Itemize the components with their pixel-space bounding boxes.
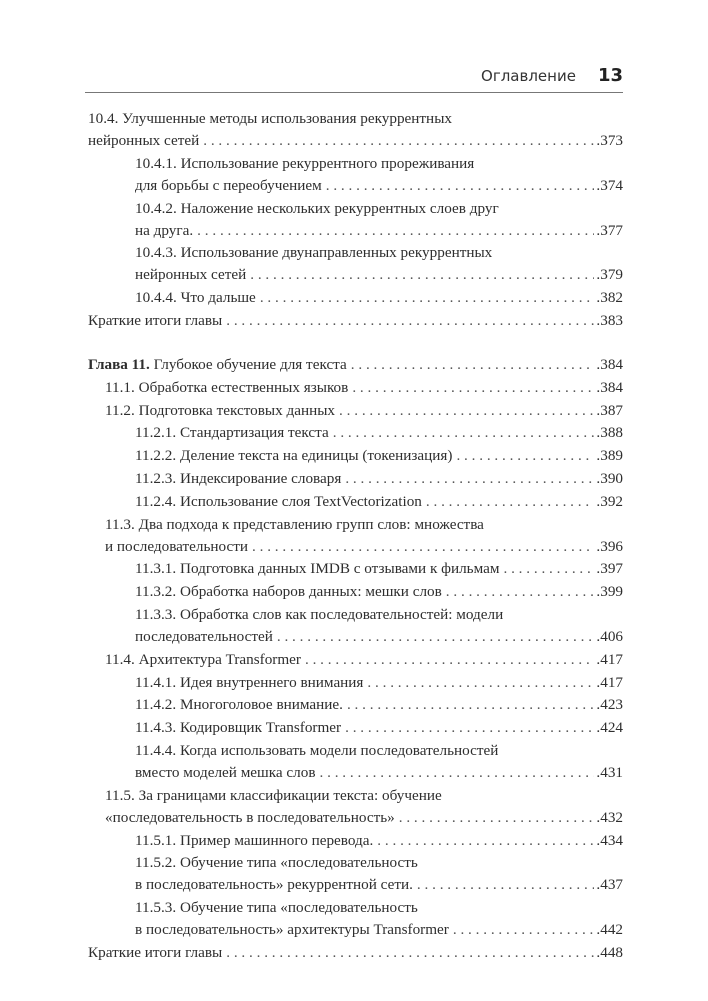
leader-dots bbox=[446, 581, 595, 603]
toc-entry[interactable] bbox=[88, 491, 623, 513]
toc-entry-title-cont: последовательностей bbox=[135, 627, 273, 645]
toc-entry-page: .384 bbox=[596, 378, 623, 396]
leader-dots bbox=[333, 422, 595, 444]
toc-entry-title: 11.5. За границами классификации текста: обучение bbox=[105, 786, 442, 804]
toc-entry-title: 11.2.3. Индексирование словаря bbox=[135, 469, 342, 487]
toc-entry-title-cont: на друга. bbox=[135, 221, 194, 239]
leader-dots bbox=[326, 175, 595, 197]
leader-dots bbox=[305, 649, 594, 671]
toc-entry-page: .396 bbox=[596, 537, 623, 555]
toc-entry[interactable] bbox=[88, 198, 623, 242]
toc-entry-page: .387 bbox=[596, 401, 623, 419]
toc-entry[interactable] bbox=[88, 830, 623, 852]
toc-entry[interactable] bbox=[88, 942, 623, 964]
toc-entry-title: 11.3. Два подхода к представлению групп слов: множества bbox=[105, 515, 484, 533]
leader-dots bbox=[203, 130, 594, 152]
leader-dots bbox=[320, 762, 595, 784]
leader-dots bbox=[252, 536, 594, 558]
toc-entry[interactable] bbox=[88, 649, 623, 671]
toc-entry-page: .417 bbox=[596, 650, 623, 668]
toc-entry-title: 11.4.1. Идея внутреннего внимания bbox=[135, 673, 364, 691]
toc-entry-page: .424 bbox=[596, 719, 623, 737]
toc-entry-title: Краткие итоги главы bbox=[88, 943, 223, 961]
toc-entry-page: .388 bbox=[596, 424, 623, 442]
toc-entry-page: .432 bbox=[596, 808, 623, 826]
toc-entry[interactable] bbox=[88, 558, 623, 580]
toc-entry[interactable] bbox=[88, 852, 623, 896]
toc-entry-title: 10.4. Улучшенные методы использования рекуррентных bbox=[88, 110, 452, 127]
leader-dots bbox=[417, 874, 595, 896]
toc-entry-page: .399 bbox=[596, 583, 623, 601]
toc-entry[interactable] bbox=[88, 153, 623, 197]
toc-entry-page: .442 bbox=[596, 921, 623, 939]
leader-dots bbox=[339, 400, 594, 422]
toc-entry-page: .390 bbox=[596, 469, 623, 487]
leader-dots bbox=[197, 220, 594, 242]
toc-entry-page: .382 bbox=[596, 289, 623, 307]
toc-entry-page: .383 bbox=[596, 311, 623, 329]
toc-entry[interactable] bbox=[88, 287, 623, 309]
toc-entry[interactable] bbox=[88, 785, 623, 829]
toc-entry-page: .379 bbox=[596, 266, 623, 284]
leader-dots bbox=[260, 287, 595, 309]
running-header-section-title: Оглавление bbox=[481, 67, 576, 85]
toc-entry[interactable] bbox=[88, 514, 623, 558]
toc-entry-title-cont: нейронных сетей bbox=[135, 266, 247, 284]
toc-entry-title: 11.1. Обработка естественных языков bbox=[105, 378, 349, 396]
toc-entry[interactable] bbox=[88, 581, 623, 603]
table-of-contents bbox=[88, 108, 623, 965]
toc-entry-page: .397 bbox=[596, 560, 623, 578]
header-rule bbox=[85, 92, 623, 93]
toc-entry-page: .373 bbox=[596, 132, 623, 149]
toc-entry[interactable] bbox=[88, 717, 623, 739]
page-number: 13 bbox=[597, 65, 623, 86]
toc-entry-page: .389 bbox=[596, 447, 623, 465]
toc-entry-title: 11.3.3. Обработка слов как последовательностей: модели bbox=[135, 605, 504, 623]
toc-entry-title: 11.5.2. Обучение типа «последовательность bbox=[135, 854, 418, 872]
chapter-label: Глава 11. bbox=[88, 355, 150, 373]
leader-dots bbox=[226, 942, 594, 964]
toc-entry-title-cont: в последовательность» рекуррентной сети. bbox=[135, 876, 413, 894]
toc-entry-title-cont: в последовательность» архитектуры Transformer bbox=[135, 921, 449, 939]
toc-entry-title-cont: и последовательности bbox=[105, 537, 249, 555]
toc-entry-title: 11.2.1. Стандартизация текста bbox=[135, 424, 329, 442]
toc-entry-title: 10.4.3. Использование двунаправленных рекуррентных bbox=[135, 244, 493, 262]
toc-entry[interactable] bbox=[88, 468, 623, 490]
toc-entry[interactable] bbox=[88, 108, 623, 152]
toc-entry[interactable] bbox=[88, 422, 623, 444]
toc-entry-title: 11.2.4. Использование слоя TextVectorization bbox=[135, 492, 422, 510]
toc-entry-page: .384 bbox=[596, 355, 623, 373]
toc-chapter-entry[interactable] bbox=[88, 354, 623, 376]
toc-entry-title: Глубокое обучение для текста bbox=[153, 355, 347, 373]
toc-entry-page: .374 bbox=[596, 176, 623, 194]
toc-entry-page: .434 bbox=[596, 831, 623, 849]
running-header bbox=[85, 62, 623, 86]
toc-entry-title: 10.4.4. Что дальше bbox=[135, 289, 256, 307]
toc-entry-page: .437 bbox=[596, 876, 623, 894]
leader-dots bbox=[347, 694, 594, 716]
toc-entry-title: 11.4.2. Многоголовое внимание. bbox=[135, 696, 343, 714]
toc-entry-page: .431 bbox=[596, 763, 623, 781]
leader-dots bbox=[352, 377, 594, 399]
leader-dots bbox=[453, 919, 595, 941]
toc-entry[interactable] bbox=[88, 740, 623, 784]
toc-entry[interactable] bbox=[88, 310, 623, 332]
leader-dots bbox=[377, 830, 594, 852]
toc-entry-title: 11.2.2. Деление текста на единицы (токенизация) bbox=[135, 447, 453, 465]
toc-entry-page: .448 bbox=[596, 943, 623, 961]
toc-entry[interactable] bbox=[88, 604, 623, 648]
toc-entry-page: .377 bbox=[596, 221, 623, 239]
toc-entry-title: 10.4.2. Наложение нескольких рекуррентных слоев друг bbox=[135, 199, 499, 217]
leader-dots bbox=[351, 354, 595, 376]
leader-dots bbox=[345, 717, 594, 739]
leader-dots bbox=[226, 310, 594, 332]
toc-entry-page: .423 bbox=[596, 696, 623, 714]
toc-entry-page: .406 bbox=[596, 627, 623, 645]
toc-entry[interactable] bbox=[88, 242, 623, 286]
leader-dots bbox=[503, 558, 594, 580]
leader-dots bbox=[399, 807, 595, 829]
toc-entry-title: 11.5.3. Обучение типа «последовательность bbox=[135, 899, 418, 917]
toc-entry[interactable] bbox=[88, 400, 623, 422]
leader-dots bbox=[345, 468, 594, 490]
toc-entry-title-cont: вместо моделей мешка слов bbox=[135, 763, 316, 781]
toc-entry-title: Краткие итоги главы bbox=[88, 311, 223, 329]
toc-entry-title-cont: нейронных сетей bbox=[88, 132, 200, 149]
toc-entry-page: .417 bbox=[596, 673, 623, 691]
toc-entry-title: 11.5.1. Пример машинного перевода. bbox=[135, 831, 374, 849]
toc-entry-title: 11.4. Архитектура Transformer bbox=[105, 650, 301, 668]
toc-entry-title: 11.3.1. Подготовка данных IMDB с отзывами к фильмам bbox=[135, 560, 500, 578]
leader-dots bbox=[456, 445, 594, 467]
toc-entry[interactable] bbox=[88, 445, 623, 467]
toc-entry-page: .392 bbox=[596, 492, 623, 510]
toc-entry[interactable] bbox=[88, 694, 623, 716]
leader-dots bbox=[426, 491, 595, 513]
toc-entry[interactable] bbox=[88, 377, 623, 399]
toc-entry-title-cont: для борьбы с переобучением bbox=[135, 176, 322, 194]
leader-dots bbox=[277, 626, 595, 648]
toc-entry[interactable] bbox=[88, 672, 623, 694]
toc-entry-title: 11.3.2. Обработка наборов данных: мешки слов bbox=[135, 583, 442, 601]
toc-entry-title: 11.2. Подготовка текстовых данных bbox=[105, 401, 336, 419]
toc-entry-title: 11.4.4. Когда использовать модели последовательностей bbox=[135, 741, 499, 759]
toc-entry-title: 11.4.3. Кодировщик Transformer bbox=[135, 719, 342, 737]
leader-dots bbox=[250, 264, 594, 286]
toc-entry-title-cont: «последовательность в последовательность» bbox=[105, 808, 395, 826]
toc-entry[interactable] bbox=[88, 897, 623, 941]
leader-dots bbox=[367, 672, 594, 694]
toc-entry-title: 10.4.1. Использование рекуррентного прореживания bbox=[135, 154, 475, 172]
